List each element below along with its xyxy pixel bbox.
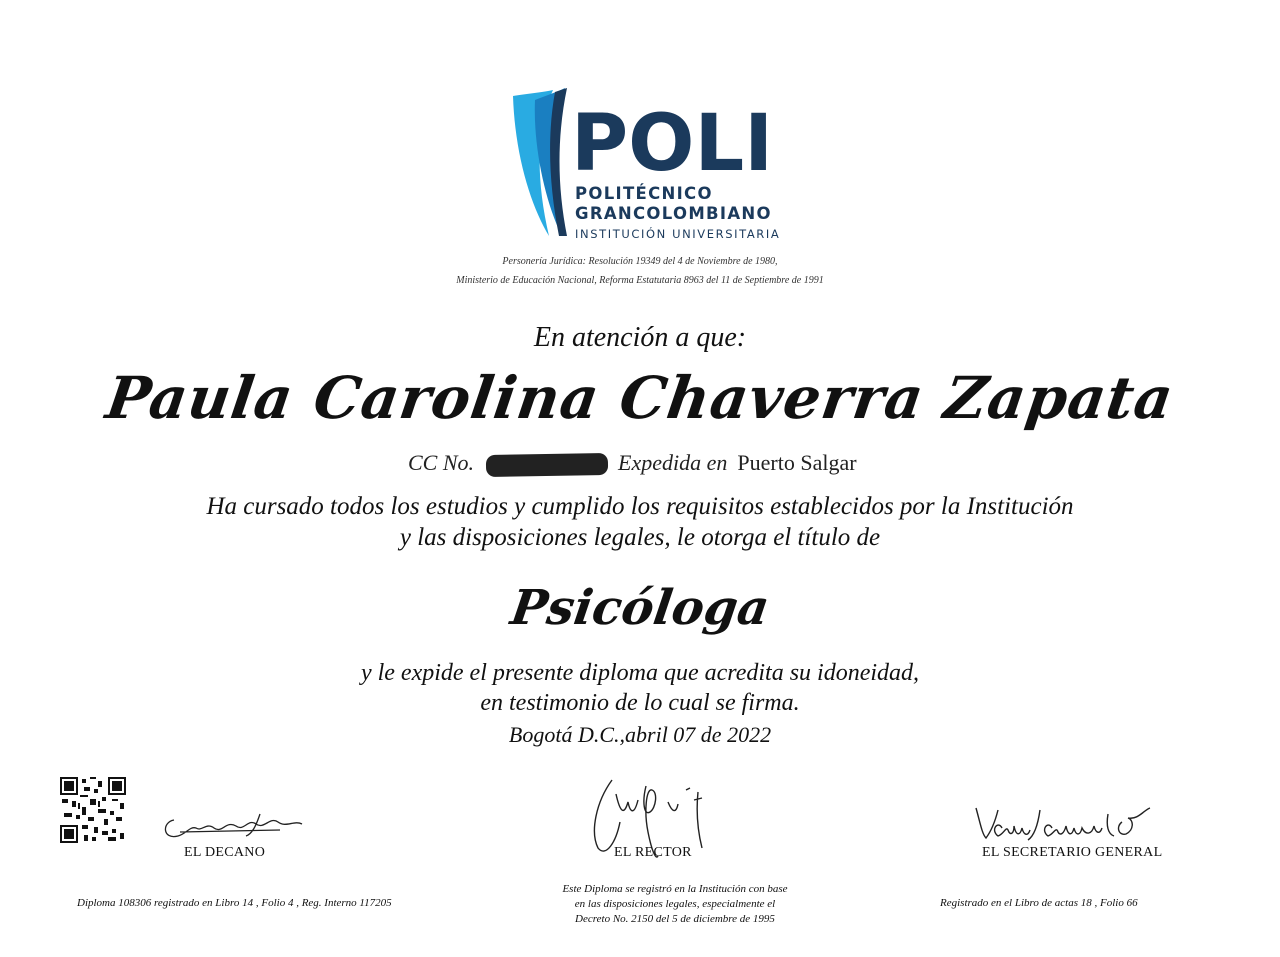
- footer-acts-registration: Registrado en el Libro de actas 18 , Folio 66: [940, 897, 1138, 909]
- secretary-signature: [968, 800, 1188, 846]
- logo-brand-text: POLI: [571, 99, 774, 189]
- logo-line3: INSTITUCIÓN UNIVERSITARIA: [575, 227, 781, 241]
- footer-decree-note: [520, 882, 830, 927]
- graduate-name: Paula Carolina Chaverra Zapata: [101, 364, 1178, 432]
- id-line: [408, 450, 857, 476]
- intro-text: En atención a que:: [533, 322, 747, 353]
- logo-line1: POLITÉCNICO: [575, 184, 713, 203]
- qr-code: [60, 777, 126, 843]
- redacted-id-number: [486, 453, 608, 477]
- id-prefix: CC No.: [408, 450, 475, 475]
- footer-center-line-3: Decreto No. 2150 del 5 de diciembre de 1995: [575, 913, 775, 925]
- issued-label: Expedida en: [618, 450, 728, 475]
- statement-text: [0, 491, 1280, 553]
- closing-line-1: y le expide el presente diploma que acredita su idoneidad,: [360, 660, 920, 686]
- place-date: Bogotá D.C.,abril 07 de 2022: [508, 722, 772, 747]
- footer-diploma-registration: Diploma 108306 registrado en Libro 14 , Folio 4 , Reg. Interno 117205: [77, 897, 392, 909]
- poli-logo: [505, 86, 785, 246]
- legal-line-1: Personería Jurídica: Resolución 19349 del 4 de Noviembre de 1980,: [502, 256, 778, 267]
- statement-line-2: y las disposiciones legales, le otorga el título de: [399, 524, 881, 551]
- degree-title: Psicóloga: [507, 580, 773, 636]
- closing-text: [0, 658, 1280, 718]
- footer-center-line-2: en las disposiciones legales, especialmente el: [574, 898, 776, 910]
- closing-line-2: en testimonio de lo cual se firma.: [480, 690, 800, 716]
- dean-label: EL DECANO: [184, 845, 266, 860]
- secretary-label: EL SECRETARIO GENERAL: [982, 845, 1163, 860]
- dean-signature: [160, 806, 310, 846]
- issued-city: Puerto Salgar: [737, 450, 857, 475]
- logo-line2: GRANCOLOMBIANO: [575, 204, 772, 223]
- legal-line-2: Ministerio de Educación Nacional, Reforma Estatutaria 8963 del 11 de Septiembre de 1991: [456, 275, 824, 286]
- legal-resolution-text: [0, 252, 1280, 290]
- rector-label: EL RECTOR: [614, 845, 692, 860]
- footer-center-line-1: Este Diploma se registró en la Institución con base: [562, 883, 788, 895]
- statement-line-1: Ha cursado todos los estudios y cumplido los requisitos establecidos por la Institución: [206, 493, 1074, 520]
